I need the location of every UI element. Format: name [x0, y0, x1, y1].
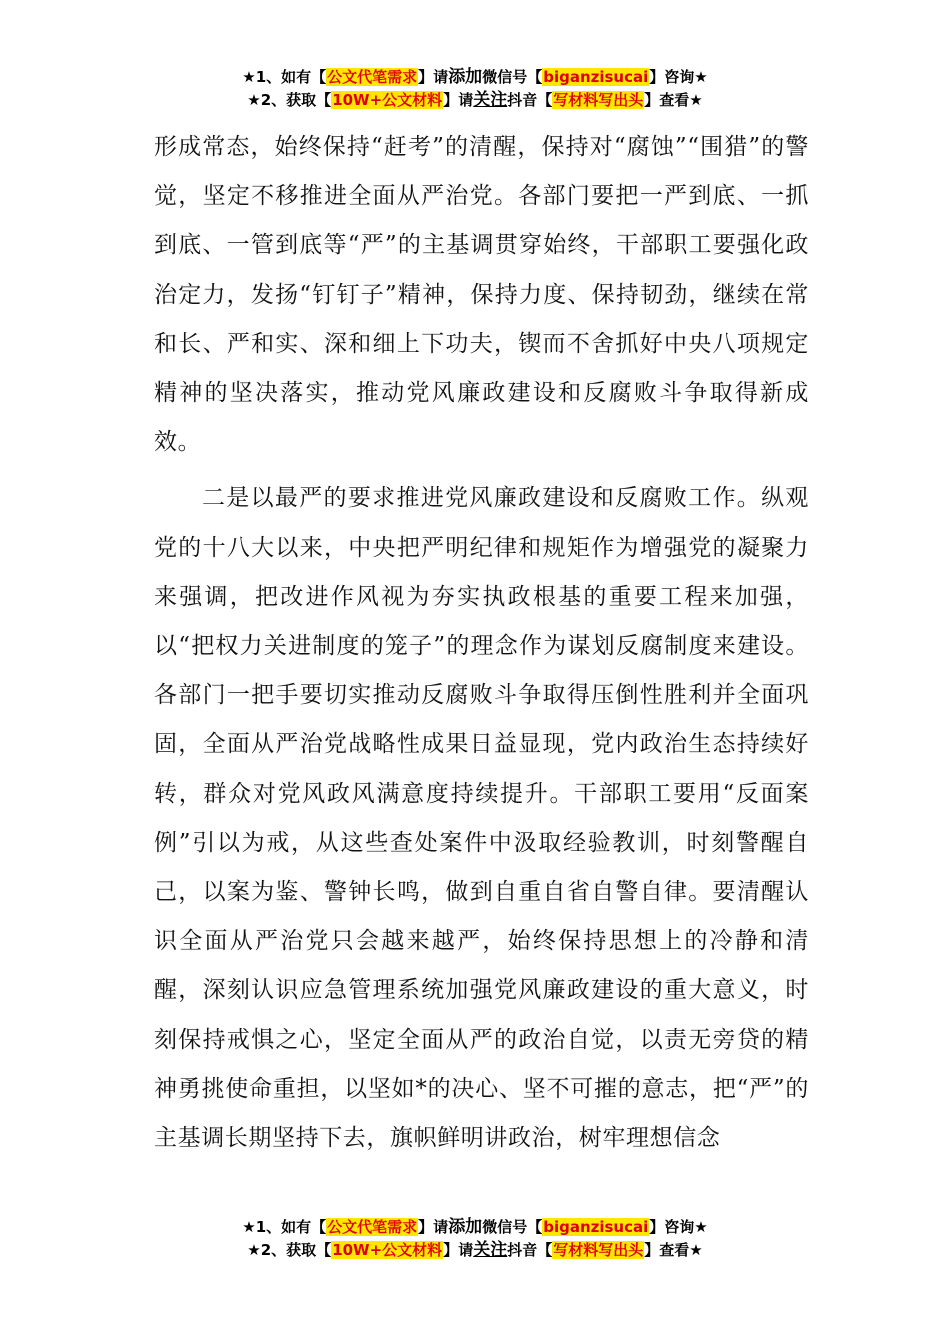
banner-text: 微信号【 [482, 68, 543, 86]
document-body [154, 123, 809, 1163]
banner-highlight-douyin: 写材料写出头 [553, 1241, 644, 1259]
banner-line-1 [0, 1216, 950, 1239]
banner-text: ★1、如有【 [242, 68, 327, 86]
banner-emphasis: 添加 [448, 1217, 483, 1237]
header-banner [0, 66, 950, 112]
banner-text: ★1、如有【 [242, 1218, 327, 1236]
banner-text: 】咨询★ [649, 68, 708, 86]
banner-text: 】咨询★ [649, 1218, 708, 1236]
banner-text: ★2、获取【 [247, 91, 332, 109]
banner-emphasis: 关注 [473, 1240, 508, 1260]
paragraph: 形成常态，始终保持“赶考”的清醒，保持对“腐蚀”“围猎”的警觉，坚定不移推进全面从严治党。各部门要把一严到底、一抓到底、一管到底等“严”的主基调贯穿始终，干部职工要强化政治定力，发扬“钉钉子”精神，保持力度、保持韧劲，继续在常和长、严和实、深和细上下功夫，锲而不舍抓好中央八项规定精神的坚决落实，推动党风廉政建设和反腐败斗争取得新成效。 [154, 134, 809, 456]
banner-highlight-materials: 10W+公文材料 [332, 1241, 443, 1259]
footer-banner [0, 1216, 950, 1262]
banner-highlight-service: 公文代笔需求 [327, 1218, 418, 1236]
banner-text: 】请 [443, 1241, 474, 1259]
banner-line-2 [0, 1239, 950, 1262]
banner-highlight-service: 公文代笔需求 [327, 68, 418, 86]
banner-text: 】请 [418, 68, 449, 86]
banner-line-1 [0, 66, 950, 89]
banner-highlight-wechat-id: biganzisucai [543, 68, 649, 86]
banner-emphasis: 添加 [448, 67, 483, 87]
banner-text: 抖音【 [507, 1241, 553, 1259]
paragraph: 二是以最严的要求推进党风廉政建设和反腐败工作。纵观党的十八大以来，中央把严明纪律和规矩作为增强党的凝聚力来强调，把改进作风视为夯实执政根基的重要工程来加强，以“把权力关进制度的笼子”的理念作为谋划反腐制度来建设。各部门一把手要切实推动反腐败斗争取得压倒性胜利并全面巩固，全面从严治党战略性成果日益显现，党内政治生态持续好转，群众对党风政风满意度持续提升。干部职工要用“反面案例”引以为戒，从这些查处案件中汲取经验教训，时刻警醒自己，以案为鉴、警钟长鸣，做到自重自省自警自律。要清醒认识全面从严治党只会越来越严，始终保持思想上的冷静和清醒，深刻认识应急管理系统加强党风廉政建设的重大意义，时刻保持戒惧之心，坚定全面从严的政治自觉，以责无旁贷的精神勇挑使命重担，以坚如*的决心、坚不可摧的意志，把“严”的主基调长期坚持下去，旗帜鲜明讲政治，树牢理想信念 [154, 485, 809, 1152]
banner-emphasis: 关注 [473, 90, 508, 110]
banner-text: 微信号【 [482, 1218, 543, 1236]
banner-text: 】查看★ [644, 1241, 703, 1259]
banner-line-2 [0, 89, 950, 112]
banner-text: 】查看★ [644, 91, 703, 109]
banner-text: ★2、获取【 [247, 1241, 332, 1259]
banner-text: 】请 [443, 91, 474, 109]
banner-highlight-douyin: 写材料写出头 [553, 91, 644, 109]
banner-text: 抖音【 [507, 91, 553, 109]
banner-highlight-materials: 10W+公文材料 [332, 91, 443, 109]
banner-highlight-wechat-id: biganzisucai [543, 1218, 649, 1236]
banner-text: 】请 [418, 1218, 449, 1236]
